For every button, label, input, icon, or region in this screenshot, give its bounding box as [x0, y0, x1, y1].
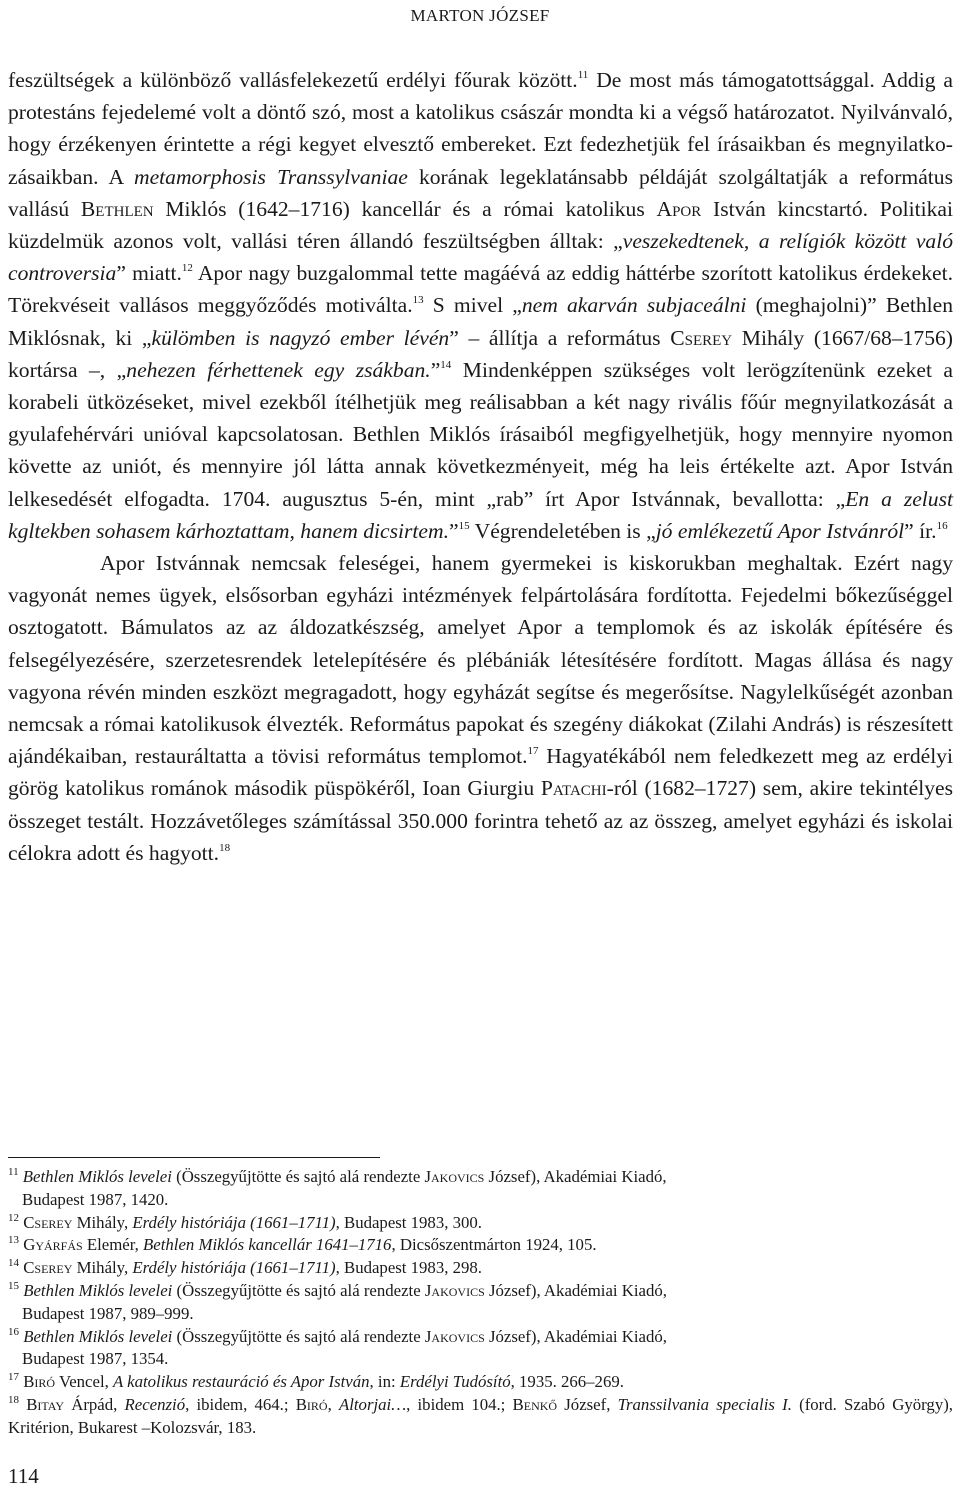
footnote-ref-11[interactable]: 11 [577, 69, 589, 81]
footnote-ref-17[interactable]: 17 [527, 745, 539, 758]
footnote-15: $^{15}$ Bethlen Miklós levelei (Összegyűjtötte és sajtó alá rendezte Jakovics József), Akadémiai Kiadó, Budapest 1987, 989–999. [8, 1279, 667, 1323]
footnote-12: $^{12}$ Cserey Mihály, Erdély históriája (1661–1711), Budapest 1983, 300. [8, 1211, 482, 1232]
footnotes [8, 1166, 953, 1440]
footnote-11: $^{11}$ Bethlen Miklós levelei (Összegyűjtötte és sajtó alá rendezte Jakovics József), Akadémiai Kiadó, Budapest 1987, 1420. [8, 1166, 667, 1209]
page-number: 114 [8, 1464, 39, 1488]
footnote-ref-16[interactable]: 16 [936, 519, 948, 532]
footnote-ref-12[interactable]: 12 [181, 262, 193, 275]
footnote-17: $^{17}$ Biró Vencel, A katolikus restauráció és Apor István, in: Erdélyi Tudósító, 1935. 266–269. [8, 1371, 624, 1392]
name-bethlen: Bethlen [80, 196, 154, 221]
paragraph-2: Apor Istvánnak nemcsak feleségei, hanem gyermekei is kiskorukban meghaltak. Ezért nagy vagyonát nemes ügyek, elsősorban egyházi intézmények felpártolására fordította. Fejedelmi bőkezűséggel osztogatott. Bámulatos az az áldozatkészség, amelyet Apor a templomok és az iskolák építésére és felsegélyezésére, szerzetesrendek letelepítésére és plébániák létesítésére fordított. Magas állása és nagy vagyona révén minden eszközt megragadott, hogy egyházát segítse és megerősítse. Nagylelkűségét azonban nemcsak a római katolikusok élvezték. Református papokat és szegény diákokat (Zilahi András) is részesített ajándékaiban, restauráltatta a tövisi református templomot.$^{17}$ Hagyatékából nem feledkezett meg az erdélyi görög katolikus románok második püspökéről, Ioan Giurgiu Patachi-ról (1682–1727) sem, akire tekintélyes összeget testált. Hozzávetőleges számítással 350.000 forintra tehető az az összeg, amelyet egyházi és iskolai célokra adott és hagyott.$^{18}$ [8, 551, 953, 865]
main-text [8, 64, 953, 869]
footnote-ref-18[interactable]: 18 [219, 841, 231, 854]
name-cserey: Cserey [670, 325, 733, 350]
footnote-16: $^{16}$ Bethlen Miklós levelei (Összegyűjtötte és sajtó alá rendezte Jakovics József), Akadémiai Kiadó, Budapest 1987, 1354. [8, 1325, 667, 1369]
name-patachi: Patachi [540, 776, 607, 801]
paragraph-1: feszültségek a különböző vallásfelekezetű erdélyi főurak között.$^{11}$ De most más támogatottsággal. Addig a protestáns fejedelemé volt a döntő szó, most a katolikus császár mondta ki a végső határozatot. Nyilvánvaló, hogy érzékenyen érintette a régi kegyet elvesztő embereket. Ezt fedezhetjük fel írásaikban és megnyilatkozásaikban. A metamorphosis Transsylvaniae korának legeklatánsabb példáját szolgáltatják a református vallású Bethlen Miklós (1642–1716) kancellár és a római katolikus Apor István kincstartó. Politikai küzdelmük azonos volt, vallási téren állandó feszültségben álltak: „veszekedtenek, a relígiók között való controversia” miatt.$^{12}$ Apor nagy buzgalommal tette magáévá az eddig háttérbe szorított katolikus érdekeket. Törekvéseit vallásos meggyőződés motiválta.$^{13}$ S mivel „nem akarván subjaceálni (meghajolni)” Bethlen Miklósnak, ki „külömben is nagyzó ember lévén” – állítja a református Cserey Mihály (1667/68–1756) kortársa –, „nehezen férhettenek egy zsákban.”$^{14}$ Mindenképpen szükséges volt lerögzítenünk ezeket a korabeli ütközéseket, mivel ezekből ítélhetjük meg reálisabban a két nagy rivális főúr megnyilatkozását a gyulafehérvári unióval kapcsolatosan. Bethlen Miklós írásaiból megfigyelhetjük, hogy mennyire nyomon követte az uniót, és mennyire jól látta annak következményeit, még ha leis értékelte azt. Apor István lelkesedését elfogadta. 1704. augusztus 5-én, mint „rab” írt Apor Istvánnak, bevallotta: „En a zelust kgltekben sohasem kárhoztattam, hanem dicsirtem.”$^{15}$ Végrendeletében is „jó emlékezetű Apor Istvánról” ír.$^{16}$ [8, 68, 954, 543]
name-apor: Apor [656, 196, 702, 221]
footnote-14: $^{14}$ Cserey Mihály, Erdély históriája (1661–1711), Budapest 1983, 298. [8, 1257, 482, 1278]
footnote-ref-13[interactable]: 13 [412, 294, 424, 307]
running-header: MARTON JÓZSEF [410, 6, 550, 25]
footnote-separator [8, 1157, 380, 1158]
footnote-13: $^{13}$ Gyárfás Elemér, Bethlen Miklós kancellár 1641–1716, Dicsőszentmárton 1924, 105. [8, 1234, 597, 1255]
footnote-ref-14[interactable]: 14 [440, 358, 452, 371]
footnote-ref-15[interactable]: 15 [458, 519, 470, 532]
footnote-18: $^{18}$ Bitay Árpád, Recenzió, ibidem, 464.; Biró, Altorjai…, ibidem 104.; Benkő József, Transsilvania specialis I. (ford. Szabó György), Kritérion, Bukarest –Kolozsvár, 183. [8, 1393, 953, 1437]
